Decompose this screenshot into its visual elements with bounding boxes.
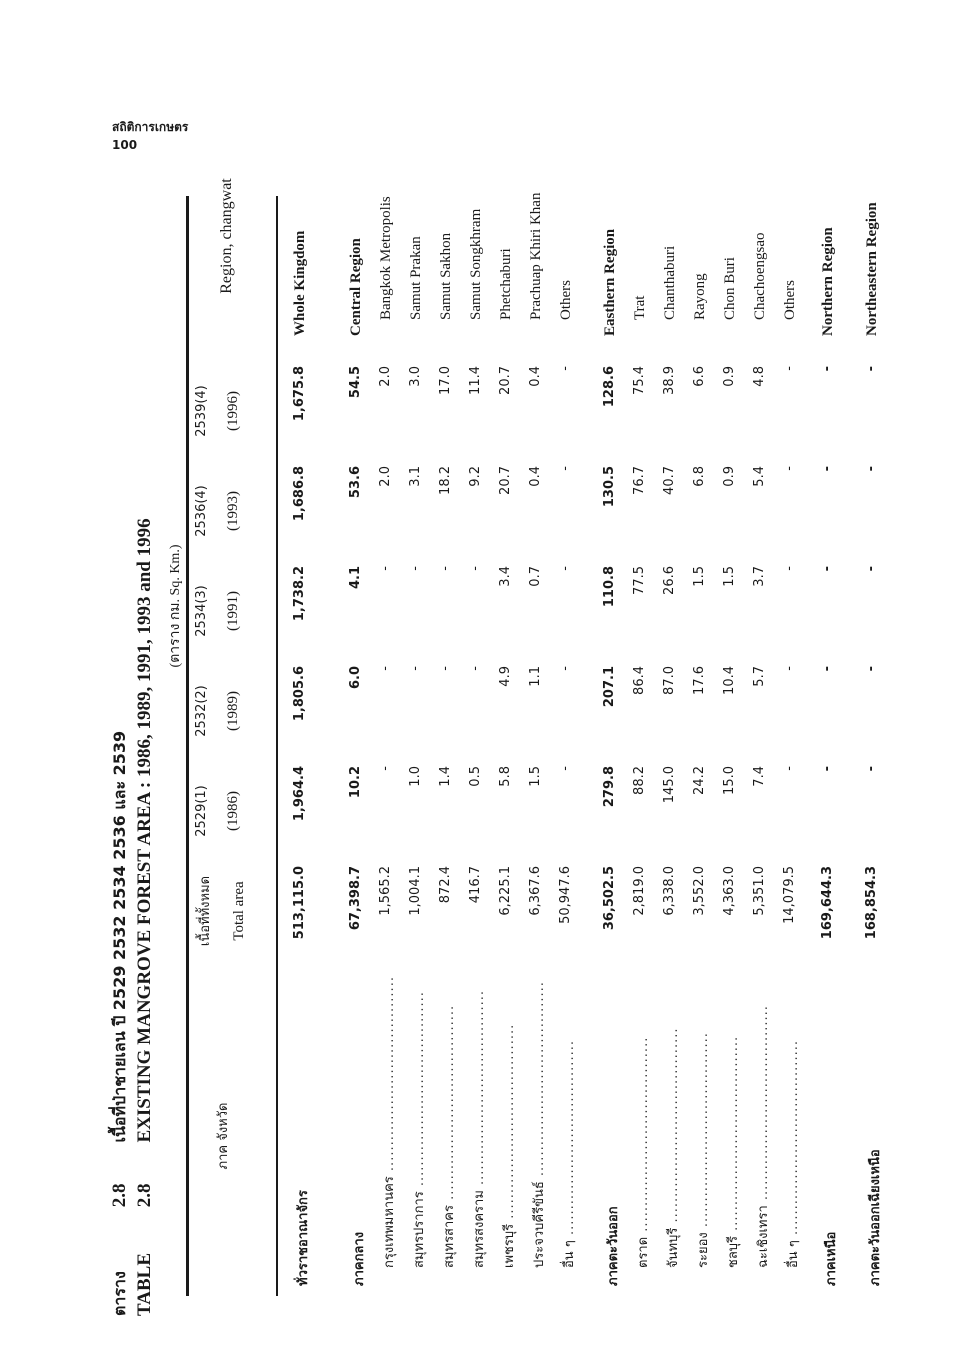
table-row: ประจวบคีรีขันธ์ ..... 6,367.6 1.5 1.1 0.7 0.4 0.4 Prachuap Khiri Khan: [522, 0, 552, 1316]
top-rule: [186, 196, 189, 1296]
table-row: เพชรบุรี ..... 6,225.1 5.8 4.9 3.4 20.7 20.7 Phetchaburi: [492, 0, 522, 1316]
header-1989: 2532(2) (1989): [194, 685, 241, 737]
units-note: (ตาราง กม. Sq. Km.): [168, 544, 183, 668]
header-1993: 2536(4) (1993): [194, 485, 241, 537]
table-row: อื่น ๆ ..... 14,079.5 - - - - - Others: [776, 0, 806, 1316]
table-row: ระยอง ..... 3,552.0 24.2 17.6 1.5 6.8 6.6 Rayong: [686, 0, 716, 1316]
header-rule: [276, 196, 278, 1296]
table-row: ภาคตะวันออก 36,502.5 279.8 207.1 110.8 130.5 128.6 Easthern Region: [602, 228, 621, 1286]
header-1996: 2539(4) (1996): [194, 385, 241, 437]
thai-title: [108, 731, 133, 1316]
header-region-en: Region, changwat: [218, 178, 235, 294]
table-row: สมุทรปราการ ..... 1,004.1 1.0 - - 3.1 3.0 Samut Prakan: [402, 0, 432, 1316]
header-region-th: ภาค จังหวัด: [216, 1102, 231, 1170]
thai-table-label: ตาราง: [110, 1271, 129, 1316]
table-row: ทั่วราชอาณาจักร 513,115.0 1,964.4 1,805.6 1,738.2 1,686.8 1,675.8 Whole Kingdom: [292, 230, 311, 1286]
header-1991: 2534(3) (1991): [194, 585, 241, 637]
page-number: 100: [112, 138, 138, 152]
header-1986: 2529(1) (1986): [194, 785, 241, 837]
table-row: ภาคตะวันออกเฉียงเหนือ 168,854.3 - - - - - Northeastern Region: [864, 202, 883, 1286]
thai-table-number: 2.8: [109, 1183, 130, 1208]
table-row: สมุทรสงคราม ..... 416.7 0.5 - - 9.2 11.4 Samut Songkhram: [462, 0, 492, 1316]
table-row: ชลบุรี ..... 4,363.0 15.0 10.4 1.5 0.9 0.9 Chon Buri: [716, 0, 746, 1316]
book-title: สถิติการเกษตร: [112, 120, 189, 134]
table-row: กรุงเทพมหานคร ..... 1,565.2 - - - 2.0 2.0 Bangkok Metropolis: [372, 0, 402, 1316]
table-row: ภาคเหนือ 169,644.3 - - - - - Northern Region: [820, 227, 839, 1286]
table-row: อื่น ๆ ..... 50,947.6 - - - - - Others: [552, 0, 582, 1316]
en-table-number: 2.8: [134, 1183, 155, 1208]
rotated-table: [109, 0, 883, 1316]
table-row: ตราด ..... 2,819.0 88.2 86.4 77.5 76.7 75.4 Trat: [626, 0, 656, 1316]
table-row: จันทบุรี ..... 6,338.0 145.0 87.0 26.6 40.7 38.9 Chanthaburi: [656, 0, 686, 1316]
header-total: เนื้อที่ทั้งหมด Total area: [198, 875, 247, 947]
en-table-label: TABLE: [134, 1252, 155, 1316]
english-title: [134, 518, 156, 1316]
thai-table-title: เนื้อที่ป่าชายเลน ปี 2529 2532 2534 2536 และ 2539: [110, 730, 129, 1143]
table-row: สมุทรสาคร ..... 872.4 1.4 - - 18.2 17.0 Samut Sakhon: [432, 0, 462, 1316]
table-row: ภาคกลาง 67,398.7 10.2 6.0 4.1 53.6 54.5 Central Region: [348, 238, 367, 1286]
en-table-title: EXISTING MANGROVE FOREST AREA : 1986, 1989, 1991, 1993 and 1996: [134, 518, 155, 1143]
table-row: ฉะเชิงเทรา ..... 5,351.0 7.4 5.7 3.7 5.4 4.8 Chachoengsao: [746, 0, 776, 1316]
